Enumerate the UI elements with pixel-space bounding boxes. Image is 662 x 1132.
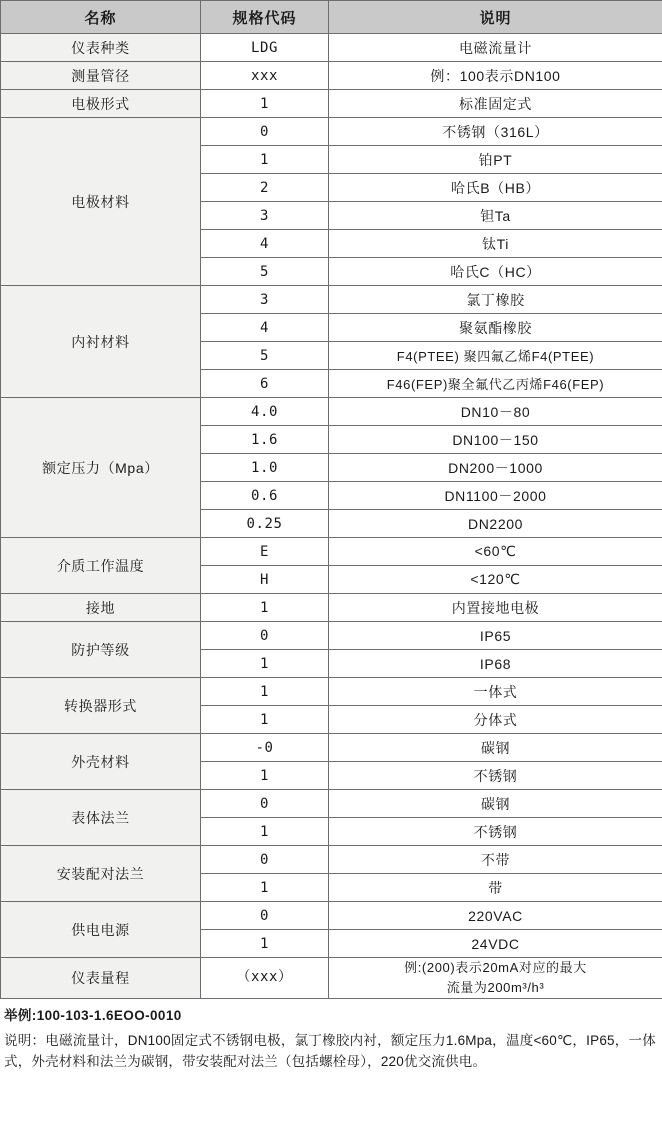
row-name-cell: 仪表种类 [1, 34, 201, 62]
row-name-cell: 安装配对法兰 [1, 846, 201, 902]
spec-description-cell: 标准固定式 [329, 90, 662, 118]
table-row [1, 398, 662, 426]
spec-code-cell: 5 [201, 342, 329, 370]
spec-code-cell: 4 [201, 314, 329, 342]
table-row [1, 958, 662, 999]
spec-description-cell: 分体式 [329, 706, 662, 734]
spec-code-cell: H [201, 566, 329, 594]
spec-description-cell: F4(PTEE) 聚四氟乙烯F4(PTEE) [329, 342, 662, 370]
spec-description-cell: <60℃ [329, 538, 662, 566]
spec-code-cell: 0 [201, 846, 329, 874]
row-name-cell: 电极形式 [1, 90, 201, 118]
table-row [1, 846, 662, 874]
spec-description-cell: IP65 [329, 622, 662, 650]
spec-code-cell: 0 [201, 790, 329, 818]
spec-description-cell: 内置接地电极 [329, 594, 662, 622]
spec-description-cell: 碳钢 [329, 734, 662, 762]
notes-block [0, 999, 662, 1083]
spec-code-cell: 0 [201, 118, 329, 146]
spec-description-cell: DN2200 [329, 510, 662, 538]
table-row [1, 286, 662, 314]
spec-description-cell: 钽Ta [329, 202, 662, 230]
table-body [1, 34, 662, 999]
spec-code-cell: xxx [201, 62, 329, 90]
spec-description-cell: 聚氨酯橡胶 [329, 314, 662, 342]
spec-description-cell: 哈氏C（HC） [329, 258, 662, 286]
spec-code-cell: 4.0 [201, 398, 329, 426]
spec-code-cell: -0 [201, 734, 329, 762]
spec-code-cell: 1 [201, 818, 329, 846]
spec-code-cell: LDG [201, 34, 329, 62]
table-row [1, 538, 662, 566]
table-row [1, 34, 662, 62]
table-row [1, 678, 662, 706]
spec-code-cell: 3 [201, 202, 329, 230]
spec-description-cell: DN100－150 [329, 426, 662, 454]
row-name-cell: 额定压力（Mpa） [1, 398, 201, 538]
spec-description-cell: 铂PT [329, 146, 662, 174]
spec-description-cell: 不带 [329, 846, 662, 874]
row-name-cell: 内衬材料 [1, 286, 201, 398]
description-paragraph: 说明：电磁流量计，DN100固定式不锈钢电极，氯丁橡胶内衬，额定压力1.6Mpa，温度<60℃，IP65，一体式，外壳材料和法兰为碳钢，带安装配对法兰（包括螺栓母），220优交流供电。 [4, 1033, 656, 1070]
spec-code-cell: 4 [201, 230, 329, 258]
column-header-description: 说明 [329, 1, 662, 34]
spec-description-cell: 例：100表示DN100 [329, 62, 662, 90]
spec-description-cell: 氯丁橡胶 [329, 286, 662, 314]
spec-code-cell: 2 [201, 174, 329, 202]
spec-description-cell: IP68 [329, 650, 662, 678]
spec-code-cell: 1 [201, 146, 329, 174]
spec-description-cell: 电磁流量计 [329, 34, 662, 62]
table-row [1, 118, 662, 146]
row-name-cell: 供电电源 [1, 902, 201, 958]
spec-code-cell: 1 [201, 678, 329, 706]
spec-description-cell: 例:(200)表示20mA对应的最大 流量为200m³/h³ [329, 958, 662, 999]
row-name-cell: 防护等级 [1, 622, 201, 678]
spec-description-cell: 不锈钢（316L） [329, 118, 662, 146]
example-line: 举例:100-103-1.6EOO-0010 [4, 1008, 182, 1024]
spec-description-cell: 220VAC [329, 902, 662, 930]
spec-code-cell: 5 [201, 258, 329, 286]
row-name-cell: 转换器形式 [1, 678, 201, 734]
row-name-cell: 表体法兰 [1, 790, 201, 846]
row-name-cell: 介质工作温度 [1, 538, 201, 594]
spec-description-cell: 带 [329, 874, 662, 902]
spec-description-cell: <120℃ [329, 566, 662, 594]
table-row [1, 902, 662, 930]
spec-code-cell: 1 [201, 90, 329, 118]
table-row [1, 594, 662, 622]
spec-code-cell: 1 [201, 594, 329, 622]
row-name-cell: 电极材料 [1, 118, 201, 286]
spec-code-cell: 1 [201, 930, 329, 958]
spec-description-cell: 哈氏B（HB） [329, 174, 662, 202]
spec-description-cell: F46(FEP)聚全氟代乙丙烯F46(FEP) [329, 370, 662, 398]
spec-code-cell: 1 [201, 650, 329, 678]
spec-description-cell: 24VDC [329, 930, 662, 958]
row-name-cell: 测量管径 [1, 62, 201, 90]
spec-code-cell: 1 [201, 706, 329, 734]
spec-code-cell: （xxx） [201, 958, 329, 999]
table-row [1, 790, 662, 818]
spec-description-cell: 不锈钢 [329, 818, 662, 846]
table-header-row [1, 1, 662, 34]
spec-code-cell: 6 [201, 370, 329, 398]
spec-code-cell: 1.0 [201, 454, 329, 482]
table-row [1, 90, 662, 118]
spec-description-cell: 不锈钢 [329, 762, 662, 790]
table-row [1, 622, 662, 650]
column-header-name: 名称 [1, 1, 201, 34]
row-name-cell: 接地 [1, 594, 201, 622]
spec-code-cell: 0 [201, 902, 329, 930]
spec-code-cell: E [201, 538, 329, 566]
spec-code-cell: 0 [201, 622, 329, 650]
row-name-cell: 外壳材料 [1, 734, 201, 790]
spec-code-cell: 1.6 [201, 426, 329, 454]
spec-description-cell: DN200－1000 [329, 454, 662, 482]
table-row [1, 62, 662, 90]
spec-code-cell: 1 [201, 874, 329, 902]
spec-description-cell: 钛Ti [329, 230, 662, 258]
table-row [1, 734, 662, 762]
spec-description-cell: DN1100－2000 [329, 482, 662, 510]
column-header-code: 规格代码 [201, 1, 329, 34]
spec-description-cell: DN10－80 [329, 398, 662, 426]
spec-code-cell: 3 [201, 286, 329, 314]
spec-code-cell: 1 [201, 762, 329, 790]
row-name-cell: 仪表量程 [1, 958, 201, 999]
spec-description-cell: 碳钢 [329, 790, 662, 818]
spec-description-cell: 一体式 [329, 678, 662, 706]
spec-code-cell: 0.6 [201, 482, 329, 510]
spec-code-cell: 0.25 [201, 510, 329, 538]
